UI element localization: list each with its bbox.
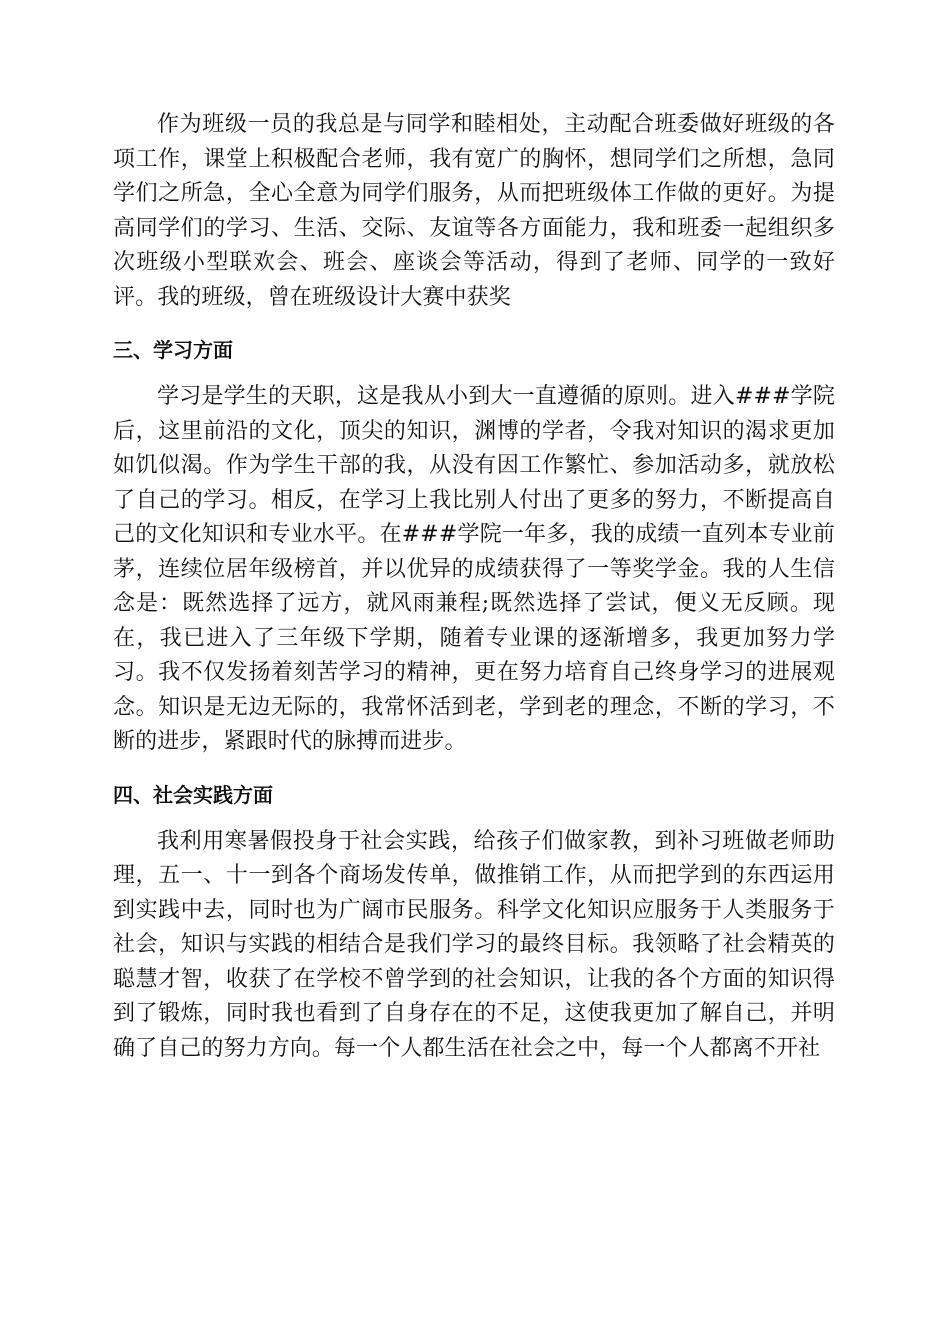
paragraph-social-practice: 我利用寒暑假投身于社会实践，给孩子们做家教，到补习班做老师助理，五一、十一到各个商场发传单，做推销工作，从而把学到的东西运用到实践中去，同时也为广阔市民服务。科学文化知识应服务于人类服务于社会，知识与实践的相结合是我们学习的最终目标。我领略了社会精英的聪慧才智，收获了在学校不曾学到的社会知识，让我的各个方面的知识得到了锻炼，同时我也看到了自身存在的不足，这使我更加了解自己，并明确了自己的努力方向。每一个人都生活在社会之中，每一个人都离不开社: [113, 828, 835, 1061]
document-page: [113, 108, 835, 1066]
section-heading-study: 三、学习方面: [113, 338, 233, 362]
paragraph-class-work: 作为班级一员的我总是与同学和睦相处，主动配合班委做好班级的各项工作，课堂上积极配合老师，我有宽广的胸怀，想同学们之所想，急同学们之所急，全心全意为同学们服务，从而把班级体工作做的更好。为提高同学们的学习、生活、交际、友谊等各方面能力，我和班委一起组织多次班级小型联欢会、班会、座谈会等活动，得到了老师、同学的一致好评。我的班级，曾在班级设计大赛中获奖: [113, 112, 835, 310]
section-heading-social-practice: 四、社会实践方面: [113, 782, 273, 807]
paragraph-study: 学习是学生的天职，这是我从小到大一直遵循的原则。进入###学院后，这里前沿的文化，顶尖的知识，渊博的学者，令我对知识的渴求更加如饥似渴。作为学生干部的我，从没有因工作繁忙、参加活动多，就放松了自己的学习。相反，在学习上我比别人付出了更多的努力，不断提高自己的文化知识和专业水平。在###学院一年多，我的成绩一直列本专业前茅，连续位居年级榜首，并以优异的成绩获得了一等奖学金。我的人生信念是：既然选择了远方，就风雨兼程;既然选择了尝试，便义无反顾。现在，我已进入了三年级下学期，随着专业课的逐渐增多，我更加努力学习。我不仅发扬着刻苦学习的精神，更在努力培育自己终身学习的进展观念。知识是无边无际的，我常怀活到老，学到老的理念，不断的学习，不断的进步，紧跟时代的脉搏而进步。: [113, 384, 835, 754]
